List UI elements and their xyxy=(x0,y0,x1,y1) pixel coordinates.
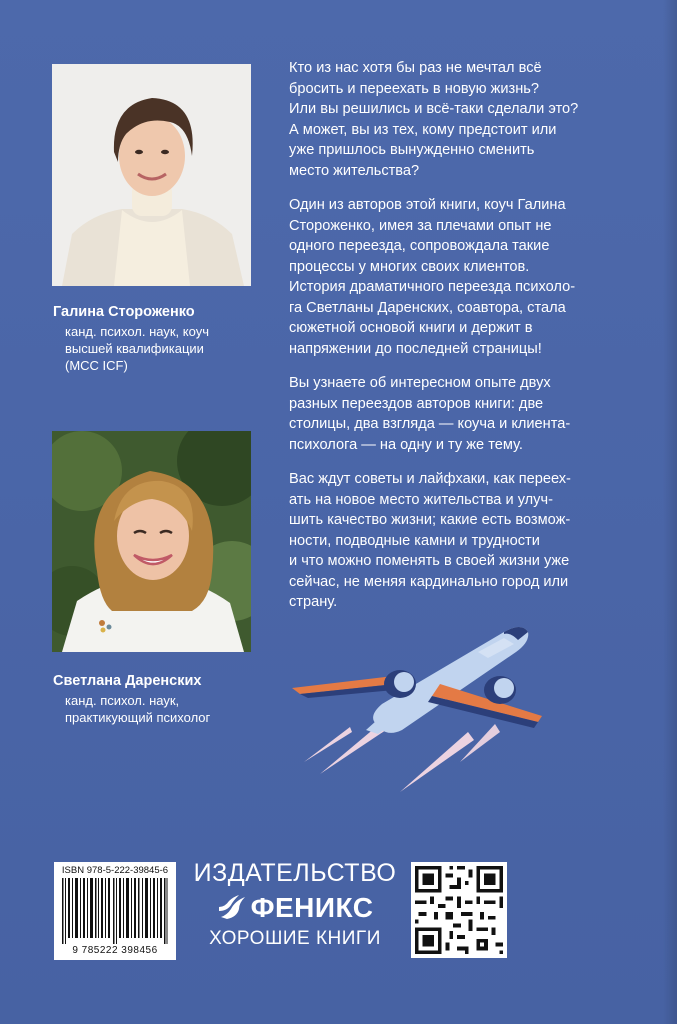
author-name: Галина Стороженко xyxy=(53,304,195,320)
author-block-darenskikh xyxy=(53,673,263,726)
author-credentials xyxy=(53,323,263,374)
description-line: Стороженко, имея за плечами опыт не xyxy=(289,217,552,234)
author-credentials-line: практикующий психолог xyxy=(65,710,211,725)
description-line: га Светланы Даренских, соавтора, стала xyxy=(289,299,566,316)
author-credentials-line: канд. психол. наук, коуч xyxy=(65,324,209,339)
author-credentials xyxy=(53,692,263,726)
description-paragraph xyxy=(289,373,649,455)
barcode-bars xyxy=(62,878,168,944)
description-line: одного переезда, сопровождала такие xyxy=(289,238,550,254)
description-paragraph xyxy=(289,469,649,613)
description-line: страну. xyxy=(289,594,338,610)
author-credentials-line: (MCC ICF) xyxy=(65,358,128,373)
publisher-slogan: ХОРОШИЕ КНИГИ xyxy=(209,928,381,949)
isbn-number: ISBN 978-5-222-39845-6 xyxy=(61,865,169,876)
publisher-label: ИЗДАТЕЛЬСТВО xyxy=(193,859,397,887)
phoenix-logo-icon xyxy=(217,893,247,923)
barcode xyxy=(54,862,176,960)
airplane-illustration xyxy=(290,612,550,797)
author-block-storozhenko xyxy=(53,304,263,374)
description-line: сейчас, не меняя кардинально город или xyxy=(289,573,569,590)
description-line: А может, вы из тех, кому предстоит или xyxy=(289,121,557,138)
description-line: Или вы решились и всё-таки сделали это? xyxy=(289,101,579,117)
description-line: бросить и переехать в новую жизнь? xyxy=(289,80,540,97)
description-line: История драматичного переезда психоло- xyxy=(289,279,576,295)
publisher-name: ФЕНИКС xyxy=(250,892,374,923)
author-name: Светлана Даренских xyxy=(53,673,202,689)
publisher-block xyxy=(187,858,403,950)
description-line: место жительства? xyxy=(289,162,420,179)
publisher-name-row xyxy=(187,892,403,924)
description-line: психолога — на одну и ту же тему. xyxy=(289,436,523,453)
ean-digits: 9 785222 398456 xyxy=(72,945,158,956)
description-line: Кто из нас хотя бы раз не мечтал всё xyxy=(289,60,542,76)
qr-code[interactable] xyxy=(411,862,507,958)
description-line: Вы узнаете об интересном опыте двух xyxy=(289,375,551,391)
description-line: столицы, два взгляда — коуча и клиента- xyxy=(289,416,571,432)
description-line: процессы у многих своих клиентов. xyxy=(289,258,530,275)
description-line: ать на новое место жительства и улуч- xyxy=(289,491,553,508)
description-line: сюжетной основой книги и держит в xyxy=(289,320,533,336)
description-line: Вас ждут советы и лайфхаки, как переех- xyxy=(289,471,571,487)
author-photo-darenskikh xyxy=(52,431,251,652)
description-paragraph xyxy=(289,195,649,359)
author-photo-storozhenko xyxy=(52,64,251,286)
description-line: Один из авторов этой книги, коуч Галина xyxy=(289,197,566,213)
book-description xyxy=(289,58,649,627)
description-paragraph xyxy=(289,58,649,181)
description-line: напряжении до последней страницы! xyxy=(289,340,542,357)
description-line: уже пришлось вынужденно сменить xyxy=(289,142,535,158)
description-line: и что можно поменять в своей жизни уже xyxy=(289,553,570,569)
description-line: ности, подводные камни и трудности xyxy=(289,532,540,549)
author-credentials-line: канд. психол. наук, xyxy=(65,693,180,708)
author-credentials-line: высшей квалификации xyxy=(65,341,204,356)
cover-edge-shadow xyxy=(663,0,677,1024)
description-line: шить качество жизни; какие есть возмож- xyxy=(289,512,571,528)
description-line: разных переездов авторов книги: две xyxy=(289,395,544,412)
